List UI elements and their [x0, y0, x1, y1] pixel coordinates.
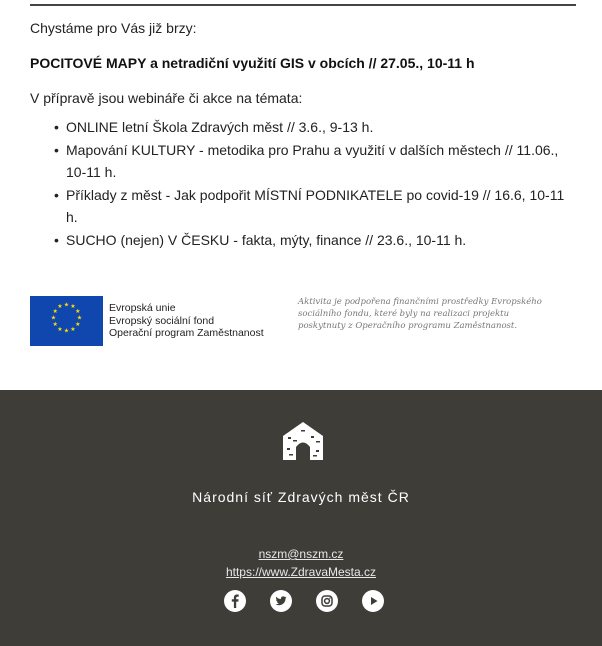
nszm-logo-icon: [281, 420, 325, 462]
eu-line-1: Evropská unie: [109, 302, 176, 315]
website-link[interactable]: https://www.ZdravaMesta.cz: [225, 565, 377, 579]
svg-text:★: ★: [75, 308, 81, 315]
twitter-icon[interactable]: [270, 590, 292, 612]
eu-logo-text: [109, 302, 264, 340]
topics-list: [30, 116, 576, 251]
svg-text:★: ★: [63, 301, 70, 309]
svg-text:★: ★: [52, 308, 58, 315]
svg-text:★: ★: [52, 321, 58, 328]
topics-intro: V přípravě jsou webináře či akce na témata:: [30, 90, 303, 106]
instagram-icon[interactable]: [316, 590, 338, 612]
event-headline: POCITOVÉ MAPY a netradiční využití GIS v obcích // 27.05., 10-11 h: [30, 55, 475, 71]
svg-text:★: ★: [76, 314, 83, 322]
list-item: • Mapování KULTURY - metodika pro Prahu a využití v dalších městech // 11.06., 10-11 h.: [66, 139, 576, 184]
eu-flag-icon: [30, 296, 103, 346]
organization-name: Národní síť Zdravých měst ČR: [192, 489, 410, 505]
intro-text: Chystáme pro Vás již brzy:: [30, 20, 197, 36]
eu-logo: [30, 296, 264, 346]
list-item: • Příklady z měst - Jak podpořit MÍSTNÍ PODNIKATELE po covid-19 // 16.6, 10-11 h.: [66, 184, 576, 229]
top-divider: [30, 4, 576, 6]
social-links: [224, 590, 384, 614]
list-item: • ONLINE letní Škola Zdravých měst // 3.6., 9-13 h.: [66, 116, 576, 139]
facebook-icon[interactable]: [224, 590, 246, 612]
svg-text:★: ★: [57, 303, 63, 311]
svg-text:★: ★: [70, 303, 76, 311]
footer: [0, 390, 602, 646]
list-item: • SUCHO (nejen) V ČESKU - fakta, mýty, finance // 23.6., 10-11 h.: [66, 229, 576, 252]
svg-text:★: ★: [70, 325, 76, 333]
email-link[interactable]: nszm@nszm.cz: [258, 547, 344, 561]
svg-text:★: ★: [63, 327, 70, 335]
eu-line-3: Operační program Zaměstnanost: [109, 327, 264, 340]
svg-text:★: ★: [75, 321, 81, 328]
svg-text:★: ★: [57, 325, 63, 333]
eu-line-2: Evropský sociální fond: [109, 314, 215, 327]
svg-text:★: ★: [50, 314, 57, 322]
youtube-icon[interactable]: [362, 590, 384, 612]
eu-funding-note: Aktivita je podpořena finančními prostředky Evropského sociálního fondu, které byly na realizaci projektu poskytnuty z Operačního programu Zaměstnanost.: [298, 297, 542, 331]
